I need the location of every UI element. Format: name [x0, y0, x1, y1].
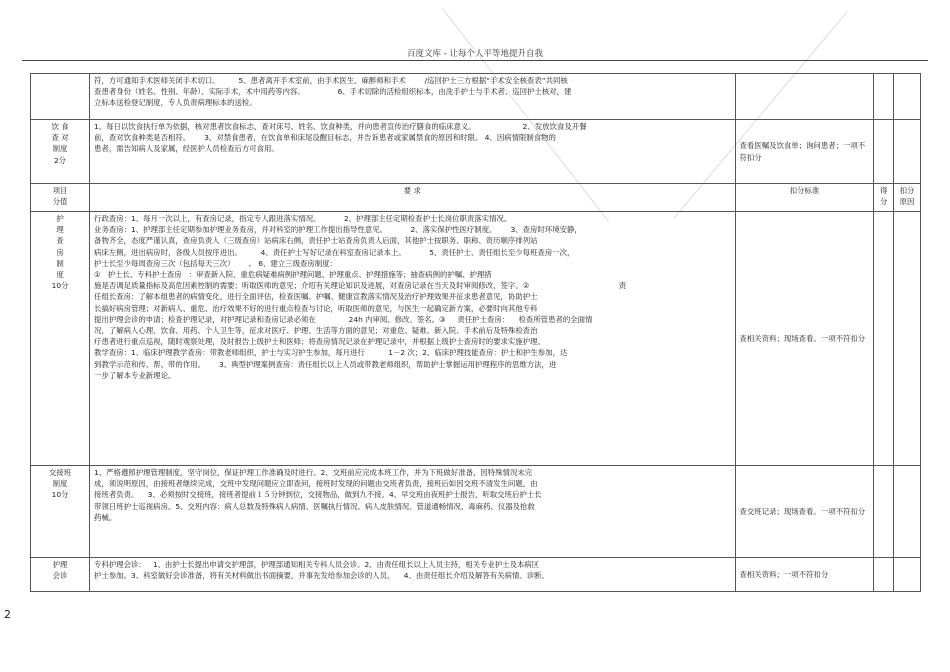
header-standard: 扣分标准 [735, 184, 874, 212]
row-requirements [90, 212, 735, 466]
score-cell [874, 120, 894, 184]
row-standard [735, 74, 874, 120]
nursing-standards-table [30, 73, 921, 592]
requirement-line: 符，方可通知手术医师关闭手术切口。 5、患者离开手术室前，由手术医生、麻醉师和手术 /巡回护士三方根据“手术安全核查表”共同核 [94, 76, 568, 85]
row-standard: 查交班记录；现场查看。一项不符扣分 [735, 466, 874, 558]
requirement-line: 接班者负责。 3、必须按时交接班，接班者提前１５分钟到位，交接物品，做到九不接。4、早交班由夜班护士报告，听取交班后护士长 [94, 490, 542, 500]
row-requirements [90, 120, 735, 184]
column-header-row [31, 184, 921, 212]
row-requirements [90, 466, 735, 558]
row-requirements [90, 74, 735, 120]
reason-cell [894, 466, 921, 558]
requirement-line: 疗患者进行重点巡视，随时观察处理，及时报告上级护士和医师；将查房情况记录在护理记录中，并根据上级护士查房时的要求实施护理。 [94, 337, 545, 347]
requirement-line: 况，了解病人心理、饮食、用药、个人卫生等，征求对医疗、护理、生活等方面的意见；对重危、疑难、新入院、手术前后及特殊检查治 [94, 326, 538, 336]
requirement-line: 患者，需告知病人及家属，经医护人员检查后方可食用。 [94, 144, 279, 154]
requirement-line: 护士长至少每周查房三次（包括每天三次） 。 6、建立三级查房制度： [94, 258, 337, 268]
row-standard: 查看医嘱及饮食单；询问患者；一项不符扣分 [735, 120, 874, 184]
table-row [31, 558, 921, 592]
requirement-line: 行政查房：1、每月一次以上，有查房记录，指定专人跟进落实情况。 2、护理部主任定期检查护士长岗位职责落实情况。 [94, 214, 512, 223]
requirement-line: 带领日班护士巡视病房。5、交班内容：病人总数及特殊病人病情、医嘱执行情况、病人皮肤情况、管道通畅情况、毒麻药、仪器及抢救 [94, 501, 535, 511]
requirement-line: 立标本送检登记制度，专人负责病理标本的送检。 [94, 98, 257, 108]
score-cell [874, 74, 894, 120]
requirement-line: 1、每日以饮食执行单为依据，核对患者饮食标志，查对床号、姓名、饮食种类，并向患者宣传治疗膳食的临床意义。 2、发放饮食及开餐 [94, 122, 587, 131]
requirement-line: 教学查房：1、临床护理教学查房：带教老师组织，护士与实习护生参加，每月进行 1－2 次；2、临床护理技能查房：护士和护生参加，达 [94, 348, 568, 358]
reason-cell [894, 558, 921, 592]
row-requirements [90, 558, 735, 592]
row-category: 交接班 制度 10分 [31, 466, 90, 558]
row-category: 饮 食 查 对 制度 2分 [31, 120, 90, 184]
reason-cell [894, 74, 921, 120]
requirement-line: ① 护士长、专科护士查房 ：审查新入院、重危病疑难病例护理问题、护理重点、护理措施等；抽查病例的护嘱、护理措 [94, 270, 492, 280]
requirement-line: 查患者身份（姓名、性别、年龄）、实际手术，术中用药等内容。 6、手术切除的活检组织标本，由洗手护士与手术者、巡回护士核对，建 [94, 87, 572, 97]
header-item: 项目 分值 [31, 184, 90, 212]
requirement-line: 到教学示范和传、帮、带的作用。 3、典型护理案例查房：责任组长以上人员或带教老师组织，帮助护士掌握运用护理程序的思维方法，进 [94, 359, 557, 369]
requirement-line: 1、严格遵照护理管理制度，坚守岗位，保证护理工作准确及时进行。2、交班前应完成本班工作，并为下班做好准备，因特殊情况未完 [94, 468, 533, 477]
header-rule [22, 60, 928, 61]
score-cell [874, 466, 894, 558]
table-row [31, 120, 921, 184]
row-category: 护理 会诊 [31, 558, 90, 592]
requirement-line: 病床左侧，进出病房时，各级人员按序进出。 4、责任护士写好记录在科室查房记录本上。 5、责任护士、责任组长至少每班查房一次， [94, 247, 575, 257]
requirement-line: 提出护理会诊的申请；检查护理记录，对护理记录和查房记录必须在 24h 内审阅、修改、签名。③ 责任护士查房： 检查所管患者的全面情 [94, 314, 593, 324]
row-category: 护 理 查 房 制 度 10分 [31, 212, 90, 466]
reason-cell [894, 212, 921, 466]
score-cell [874, 558, 894, 592]
page-header: 百度文库 - 让每个人平等地提升自我 [407, 49, 543, 59]
row-category [31, 74, 90, 120]
requirement-line: 长搞好病房管理；对新病人、重危、治疗效果不好的进行重点检查与讨论，听取医师的意见，与医生一起确定新方案，必要时向其他专科 [94, 303, 538, 313]
reason-cell [894, 120, 921, 184]
requirement-line: 护士参加。3、科室做好会诊准备，将有关材料做出书面摘要，并事先发给参加会诊的人员。 4、由责任组长介绍及解答有关病情、诊断、 [94, 571, 549, 581]
requirement-line: 成，须说明原因，由接班者继续完成，交班中发现问题应立即查问，接班时发现的问题由交班者负责，接班后如因交班不清发生问题，由 [94, 479, 538, 489]
requirement-line: 任组长查房：了解本组患者的病情变化，进行全面评估，检查医嘱、护嘱、健康宣教落实情况及治疗护理效果并征求患者意见，协助护士 [94, 292, 538, 302]
score-cell [874, 212, 894, 466]
header-requirements: 要 求 [90, 184, 735, 212]
requirement-line: 药械。 [94, 512, 117, 522]
header-score: 得 分 [874, 184, 894, 212]
table-row [31, 74, 921, 120]
requirement-line: 专科护理会诊： 1、由护士长提出申请交护理部，护理部通知相关专科人员会诊。2、由责任组长以上人员主持，相关专业护士及本病区 [94, 560, 540, 569]
table-row [31, 466, 921, 558]
header-reason: 扣分 原因 [894, 184, 921, 212]
requirement-line: 施是否调足质量指标及高危因素控制的需要；听取医师的意见；介绍有关理论知识及进展，对查房记录在当天及时审阅修改、签字。② 责 [94, 281, 626, 291]
row-standard: 查相关资料；一项不符扣分 [735, 558, 874, 592]
requirement-line: 业务查房：1、护理部主任定期参加护理业务查房，并对科室的护理工作提出指导性意见。 2、落实保护性医疗制度。 3、查房时环境安静， [94, 225, 582, 235]
row-standard: 查相关资料；现场查看。一项不符扣分 [735, 212, 874, 466]
table-row [31, 212, 921, 466]
requirement-line: 备物齐全，态度严谨认真，查房负责人（三级查房）站病床右侧，责任护士站查房负责人后面，其他护士按职务、职称、资历顺序排列站 [94, 236, 538, 246]
requirement-line: 一步了解本专业新理论。 [94, 370, 176, 380]
requirement-line: 前，查对饮食种类是否相符。 3、对禁食患者，在饮食单和床尾设醒目标志，并告诉患者或家属禁食的原因和时限。 4、因病情限制食物的 [94, 133, 556, 143]
page-number: 2 [4, 608, 11, 621]
